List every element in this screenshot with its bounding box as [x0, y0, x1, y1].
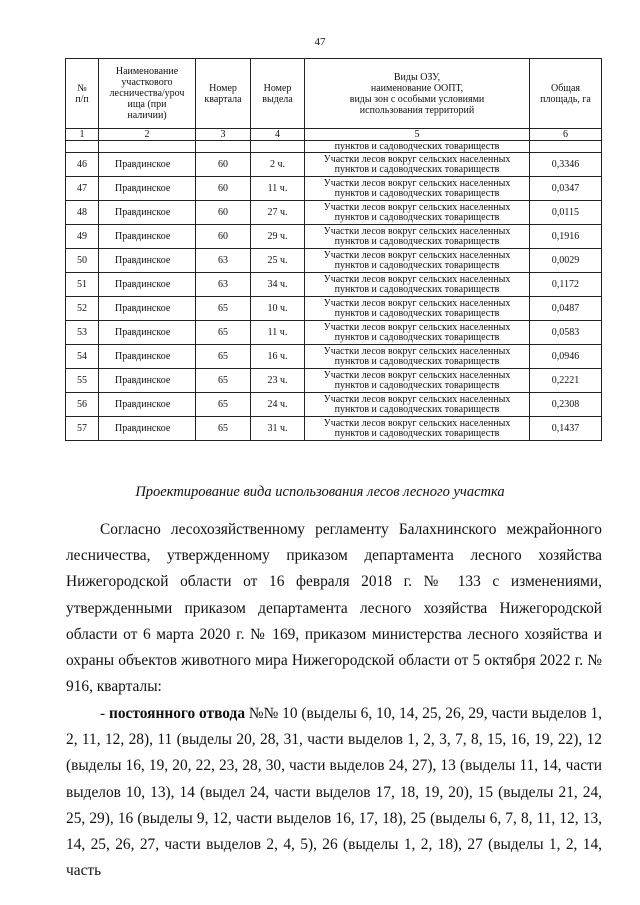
header-type: Виды ОЗУ, наименование ООПТ, виды зон с особыми условиями использования территорий — [305, 59, 530, 129]
area-value: 0,0487 — [530, 297, 602, 321]
forestry-name: Правдинское — [99, 273, 196, 297]
protection-type: Участки лесов вокруг сельских населенных пунктов и садоводческих товариществ — [305, 321, 530, 345]
list-dash: - — [100, 705, 109, 722]
header-quarter: Номер квартала — [196, 59, 251, 129]
table-row — [66, 201, 602, 225]
table-row — [66, 393, 602, 417]
row-number: 53 — [66, 321, 99, 345]
column-number: 6 — [530, 129, 602, 141]
area-value: 0,1437 — [530, 417, 602, 441]
row-number: 51 — [66, 273, 99, 297]
quarter-number: 65 — [196, 393, 251, 417]
continuation-cell — [66, 141, 99, 153]
area-value: 0,2308 — [530, 393, 602, 417]
table-row — [66, 297, 602, 321]
permanent-allotment-text: №№ 10 (выделы 6, 10, 14, 25, 26, 29, части выделов 1, 2, 11, 12, 28), 11 (выделы 20, 28, 31, части выделов 1, 2, 3, 7, 8, 15, 16, 19, 22), 12 (выделы 16, 19, 20, 22, 23, 28, 30, части выделов 24, 27), 13 (выделы 11, 14, части выделов 10, 13), 14 (выдел 24, части выделов 17, 18, 19, 20), 15 (выделы 21, 24, 25, 29), 16 (выделы 9, 12, части выделов 16, 17, 18), 25 (выделы 6, 7, 8, 11, 12, 13, 14, 25, 26, 27, части выделов 2, 4, 5), 26 (выделы 1, 2, 18), 27 (выделы 1, 2, 14, часть — [66, 705, 602, 880]
table-row — [66, 273, 602, 297]
row-number: 57 — [66, 417, 99, 441]
page-number: 47 — [314, 36, 326, 48]
quarter-number: 65 — [196, 417, 251, 441]
ozu-table — [65, 58, 602, 441]
table-header-row — [66, 59, 602, 129]
column-number: 1 — [66, 129, 99, 141]
paragraph-regulation: Согласно лесохозяйственному регламенту Балахнинского межрайонного лесничества, утвержденному приказом департамента лесного хозяйства Нижегородской области от 16 февраля 2018 г. № 133 с изменениями, утвержденными приказом департамента лесного хозяйства Нижегородской области от 6 марта 2020 г. № 169, приказом министерства лесного хозяйства и охраны объектов животного мира Нижегородской области от 5 октября 2022 г. № 916, кварталы: — [66, 521, 602, 696]
paragraph-permanent-allotment — [66, 701, 602, 884]
header-number: № п/п — [66, 59, 99, 129]
forestry-name: Правдинское — [99, 225, 196, 249]
forestry-name: Правдинское — [99, 417, 196, 441]
header-section: Номер выдела — [251, 59, 305, 129]
quarter-number: 65 — [196, 297, 251, 321]
area-value: 0,0029 — [530, 249, 602, 273]
protection-type: Участки лесов вокруг сельских населенных пунктов и садоводческих товариществ — [305, 249, 530, 273]
area-value: 0,0583 — [530, 321, 602, 345]
table-row — [66, 249, 602, 273]
protection-type: Участки лесов вокруг сельских населенных пунктов и садоводческих товариществ — [305, 177, 530, 201]
row-number: 50 — [66, 249, 99, 273]
forestry-name: Правдинское — [99, 201, 196, 225]
row-number: 47 — [66, 177, 99, 201]
row-number: 49 — [66, 225, 99, 249]
quarter-number: 63 — [196, 273, 251, 297]
row-number: 55 — [66, 369, 99, 393]
table-row — [66, 345, 602, 369]
section-number: 11 ч. — [251, 321, 305, 345]
area-value: 0,0115 — [530, 201, 602, 225]
table-column-number-row — [66, 129, 602, 141]
table-row — [66, 153, 602, 177]
table-row — [66, 321, 602, 345]
section-number: 11 ч. — [251, 177, 305, 201]
quarter-number: 65 — [196, 321, 251, 345]
forestry-name: Правдинское — [99, 345, 196, 369]
protection-type: Участки лесов вокруг сельских населенных пунктов и садоводческих товариществ — [305, 273, 530, 297]
section-number: 10 ч. — [251, 297, 305, 321]
continuation-cell — [99, 141, 196, 153]
area-value: 0,1172 — [530, 273, 602, 297]
continuation-cell — [196, 141, 251, 153]
section-title: Проектирование вида использования лесов лесного участка — [135, 484, 505, 500]
section-number: 27 ч. — [251, 201, 305, 225]
section-number: 25 ч. — [251, 249, 305, 273]
section-number: 23 ч. — [251, 369, 305, 393]
row-number: 56 — [66, 393, 99, 417]
section-number: 31 ч. — [251, 417, 305, 441]
quarter-number: 60 — [196, 225, 251, 249]
quarter-number: 60 — [196, 153, 251, 177]
column-number: 2 — [99, 129, 196, 141]
table-row — [66, 177, 602, 201]
header-area: Общая площадь, га — [530, 59, 602, 129]
section-number: 29 ч. — [251, 225, 305, 249]
header-forestry: Наименование участкового лесничества/уроч ища (при наличии) — [99, 59, 196, 129]
section-number: 16 ч. — [251, 345, 305, 369]
continuation-text: пунктов и садоводческих товариществ — [305, 141, 530, 153]
area-value: 0,0946 — [530, 345, 602, 369]
table-row — [66, 225, 602, 249]
row-number: 54 — [66, 345, 99, 369]
section-number: 2 ч. — [251, 153, 305, 177]
quarter-number: 60 — [196, 177, 251, 201]
protection-type: Участки лесов вокруг сельских населенных пунктов и садоводческих товариществ — [305, 417, 530, 441]
forestry-name: Правдинское — [99, 321, 196, 345]
row-number: 48 — [66, 201, 99, 225]
table-row — [66, 417, 602, 441]
quarter-number: 60 — [196, 201, 251, 225]
forestry-name: Правдинское — [99, 393, 196, 417]
forestry-name: Правдинское — [99, 153, 196, 177]
table-row — [66, 369, 602, 393]
protection-type: Участки лесов вокруг сельских населенных пунктов и садоводческих товариществ — [305, 225, 530, 249]
protection-type: Участки лесов вокруг сельских населенных пунктов и садоводческих товариществ — [305, 297, 530, 321]
area-value: 0,3346 — [530, 153, 602, 177]
continuation-cell — [251, 141, 305, 153]
row-number: 52 — [66, 297, 99, 321]
forestry-name: Правдинское — [99, 177, 196, 201]
continuation-row — [66, 141, 602, 153]
column-number: 3 — [196, 129, 251, 141]
quarter-number: 65 — [196, 369, 251, 393]
forestry-name: Правдинское — [99, 369, 196, 393]
protection-type: Участки лесов вокруг сельских населенных пунктов и садоводческих товариществ — [305, 369, 530, 393]
protection-type: Участки лесов вокруг сельских населенных пунктов и садоводческих товариществ — [305, 153, 530, 177]
area-value: 0,0347 — [530, 177, 602, 201]
continuation-cell — [530, 141, 602, 153]
protection-type: Участки лесов вокруг сельских населенных пунктов и садоводческих товариществ — [305, 393, 530, 417]
column-number: 4 — [251, 129, 305, 141]
section-number: 34 ч. — [251, 273, 305, 297]
forestry-name: Правдинское — [99, 249, 196, 273]
quarter-number: 65 — [196, 345, 251, 369]
section-number: 24 ч. — [251, 393, 305, 417]
protection-type: Участки лесов вокруг сельских населенных пунктов и садоводческих товариществ — [305, 345, 530, 369]
area-value: 0,2221 — [530, 369, 602, 393]
protection-type: Участки лесов вокруг сельских населенных пунктов и садоводческих товариществ — [305, 201, 530, 225]
row-number: 46 — [66, 153, 99, 177]
area-value: 0,1916 — [530, 225, 602, 249]
quarter-number: 63 — [196, 249, 251, 273]
permanent-allotment-label: постоянного отвода — [108, 705, 246, 722]
forestry-name: Правдинское — [99, 297, 196, 321]
column-number: 5 — [305, 129, 530, 141]
